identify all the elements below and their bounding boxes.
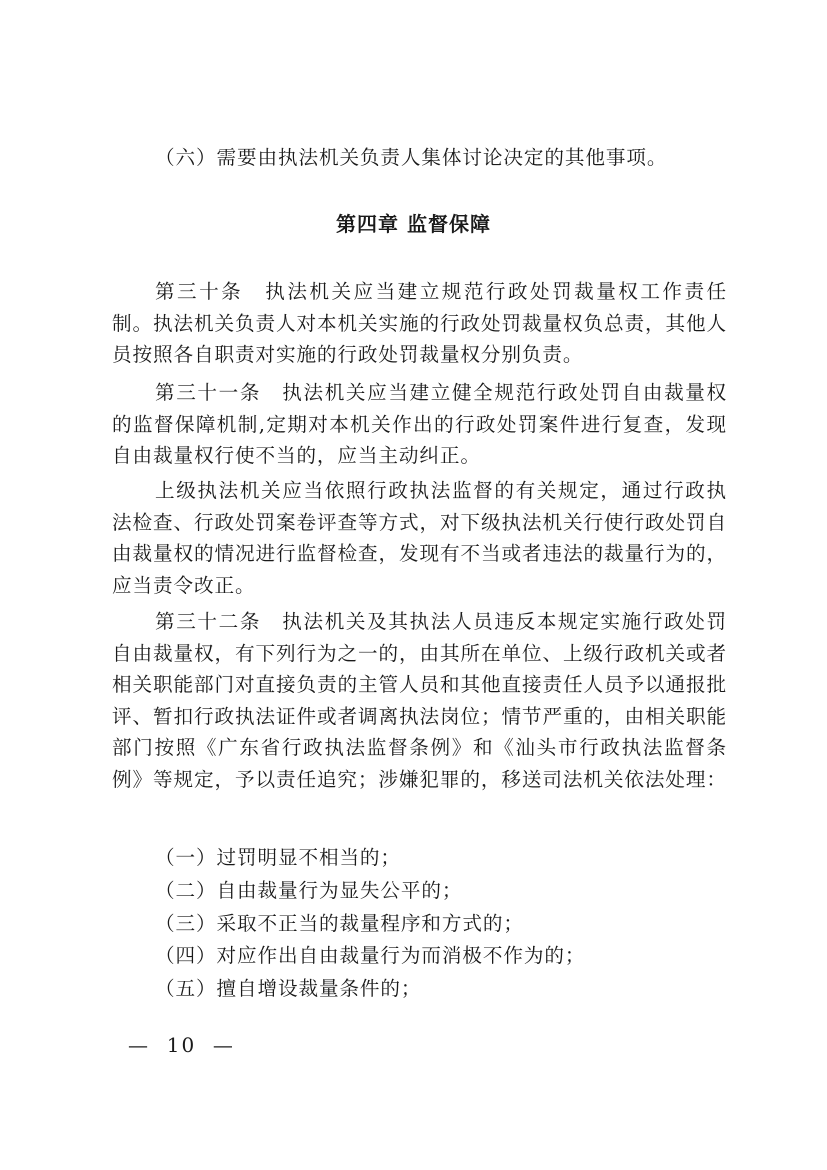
chapter-heading: 第四章 监督保障 bbox=[336, 212, 491, 236]
list-item: （四）对应作出自由裁量行为而消极不作为的； bbox=[155, 944, 586, 967]
list-item: （一）过罚明显不相当的； bbox=[155, 846, 401, 869]
page-number: — 10 — bbox=[128, 1033, 235, 1057]
article-31: 第三十一条 执法机关应当建立健全规范行政处罚自由裁量权的监督保障机制,定期对本机关作出的行政处罚案件进行复查，发现自由裁量权行使不当的，应当主动纠正。 bbox=[112, 381, 727, 467]
article-30: 第三十条 执法机关应当建立规范行政处罚裁量权工作责任制。执法机关负责人对本机关实施的行政处罚裁量权负总责，其他人员按照各自职责对实施的行政处罚裁量权分别负责。 bbox=[112, 280, 727, 366]
article-31-paragraph-2: 上级执法机关应当依照行政执法监督的有关规定，通过行政执法检查、行政处罚案卷评查等方式，对下级执法机关行使行政处罚自由裁量权的情况进行监督检查，发现有不当或者违法的裁量行为的，应当责令改正。 bbox=[112, 479, 727, 597]
list-item-6: （六）需要由执法机关负责人集体讨论决定的其他事项。 bbox=[155, 146, 668, 169]
list-item: （五）擅自增设裁量条件的； bbox=[155, 977, 422, 1000]
article-32: 第三十二条 执法机关及其执法人员违反本规定实施行政处罚自由裁量权，有下列行为之一的，由其所在单位、上级行政机关或者相关职能部门对直接负责的主管人员和其他直接责任人员予以通报批评、暂扣行政执法证件或者调离执法岗位；情节严重的，由相关职能部门按照《广东省行政执法监督条例》和《汕头市行政执法监督条例》等规定，予以责任追究；涉嫌犯罪的，移送司法机关依法处理： bbox=[112, 610, 727, 791]
list-item: （三）采取不正当的裁量程序和方式的； bbox=[155, 912, 524, 935]
list-item: （二）自由裁量行为显失公平的； bbox=[155, 879, 463, 902]
